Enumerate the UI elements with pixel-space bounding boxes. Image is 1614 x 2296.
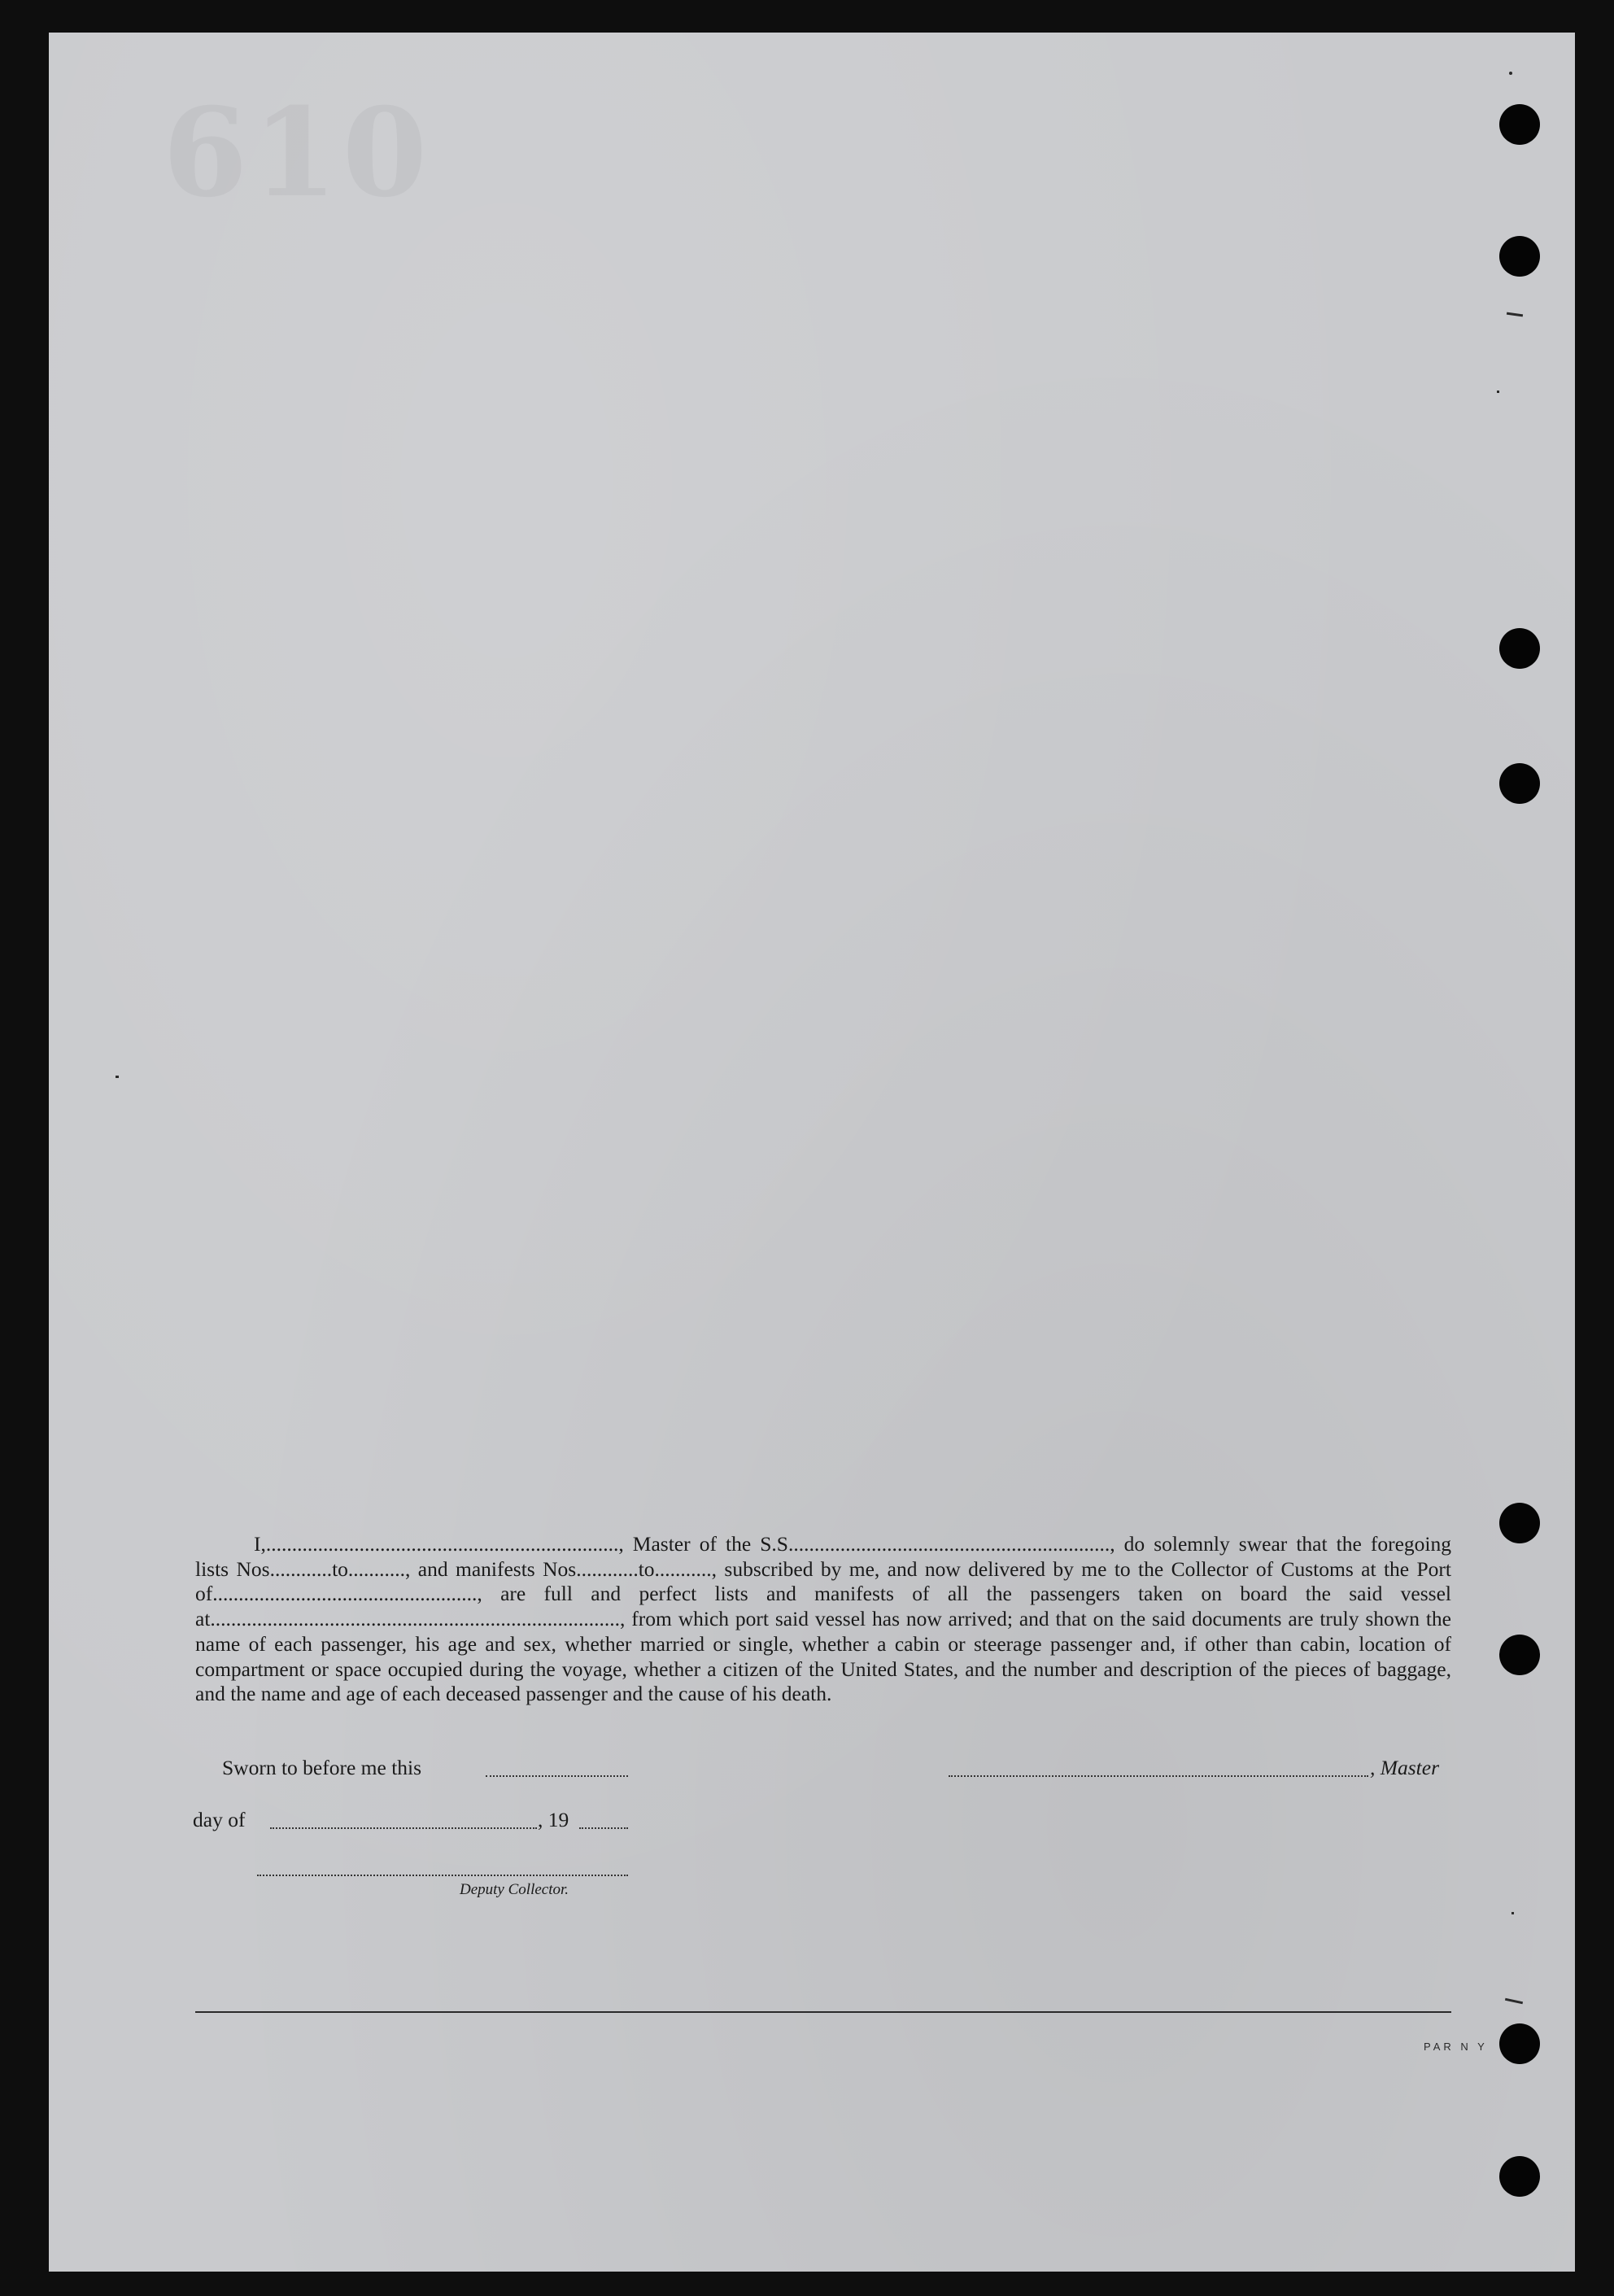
punch-hole-icon xyxy=(1499,628,1540,669)
paper-speck xyxy=(1509,72,1512,75)
footer-rule xyxy=(195,2011,1451,2013)
oath-paragraph: I,...................................................................., Master of the S.S.............................................................., do solemnly swear that the foregoing lists Nos............to..........., and manifests Nos............to..........., subscribed by me, and now delivered by me to the Collector of Customs at the Port of..................................................., are full and perfect lists and manifests of all the passengers taken on board the said vessel at..............................................................................., from which port said vessel has now arrived; and that on the said documents are truly shown the name of each passenger, his age and sex, whether married or single, whether a cabin or steerage passenger and, if other than cabin, location of compartment or space occupied during the voyage, whether a citizen of the United States, and the number and description of the pieces of baggage, and the name and age of each deceased passenger and the cause of his death. xyxy=(195,1532,1451,1706)
punch-hole-icon xyxy=(1499,2156,1540,2197)
sworn-label: Sworn to before me this xyxy=(222,1756,422,1779)
punch-hole-icon xyxy=(1499,1635,1540,1675)
sworn-date-field[interactable] xyxy=(486,1775,628,1777)
punch-hole-icon xyxy=(1499,763,1540,804)
year-field[interactable] xyxy=(579,1827,628,1829)
printer-mark: PAR N Y xyxy=(1424,2041,1488,2053)
master-label: , Master xyxy=(1370,1756,1439,1779)
paper-speck xyxy=(1511,1912,1514,1914)
paper-speck xyxy=(116,1076,119,1078)
paper-speck xyxy=(1507,312,1523,317)
deputy-collector-signature-field[interactable] xyxy=(257,1875,628,1876)
master-signature-field[interactable] xyxy=(949,1775,1368,1777)
punch-hole-icon xyxy=(1499,2023,1540,2064)
faded-stamp-watermark: 610 xyxy=(163,81,433,225)
punch-hole-icon xyxy=(1499,1503,1540,1543)
paper-speck xyxy=(1505,1998,1523,2005)
year-label: , 19 xyxy=(538,1808,569,1831)
day-of-label: day of xyxy=(193,1808,246,1831)
paper-speck xyxy=(1497,391,1499,393)
deputy-collector-label: Deputy Collector. xyxy=(460,1881,569,1898)
day-of-field[interactable] xyxy=(270,1827,537,1829)
document-page xyxy=(49,33,1575,2272)
punch-hole-icon xyxy=(1499,104,1540,145)
punch-hole-icon xyxy=(1499,236,1540,277)
